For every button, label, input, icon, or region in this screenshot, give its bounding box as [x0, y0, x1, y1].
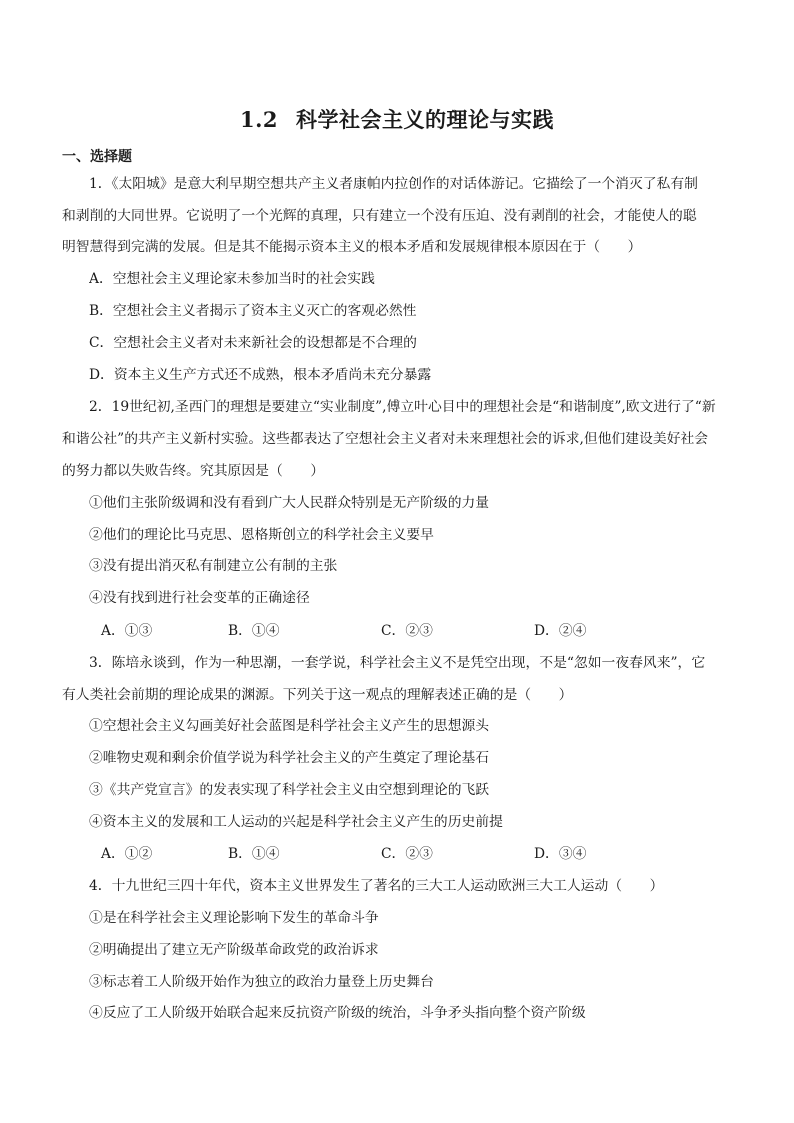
q2-option-b: B．①④: [228, 623, 280, 639]
section-heading: 一、选择题: [62, 149, 132, 165]
q4-statement-3: ③标志着工人阶级开始作为独立的政治力量登上历史舞台: [89, 974, 434, 990]
q3-stem-line-1: 3．陈培永谈到，作为一种思潮，一套学说，科学社会主义不是凭空出现，不是“忽如一夜春风来”，它: [89, 655, 706, 671]
page-title: [0, 104, 794, 134]
q3-statement-2: ②唯物史观和剩余价值学说为科学社会主义的产生奠定了理论基石: [89, 750, 490, 766]
q2-option-c: C．②③: [381, 623, 433, 639]
q3-option-d: D．③④: [534, 846, 587, 862]
q2-option-a: A．①③: [101, 623, 153, 639]
q1-stem-line-3: 明智慧得到完满的发展。但是其不能揭示资本主义的根本矛盾和发展规律根本原因在于（ ）: [62, 239, 642, 255]
q1-option-d: D．资本主义生产方式还不成熟，根本矛盾尚未充分暴露: [89, 367, 432, 383]
q1-option-a: A．空想社会主义理论家未参加当时的社会实践: [89, 271, 375, 287]
title-number: 1.2: [239, 107, 279, 132]
q3-option-b: B．①④: [228, 846, 280, 862]
q4-statement-1: ①是在科学社会主义理论影响下发生的革命斗争: [89, 910, 379, 926]
q1-option-c: C．空想社会主义者对未来新社会的设想都是不合理的: [89, 335, 417, 351]
q2-stem-line-3: 的努力都以失败告终。究其原因是（ ）: [62, 463, 325, 479]
q4-stem-line-1: 4．十九世纪三四十年代，资本主义世界发生了著名的三大工人运动欧洲三大工人运动（ ）: [89, 878, 664, 894]
q3-stem-line-2: 有人类社会前期的理论成果的渊源。下列关于这一观点的理解表述正确的是（ ）: [62, 687, 573, 703]
title-text: 科学社会主义的理论与实践: [296, 107, 555, 132]
q1-stem-line-2: 和剥削的大同世界。它说明了一个光辉的真理，只有建立一个没有压迫、没有剥削的社会，才能使人的聪: [62, 208, 697, 224]
q2-statement-2: ②他们的理论比马克思、恩格斯创立的科学社会主义要早: [89, 527, 434, 543]
q3-statement-3: ③《共产党宣言》的发表实现了科学社会主义由空想到理论的飞跃: [89, 782, 490, 798]
q3-option-a: A．①②: [101, 846, 153, 862]
q2-statement-1: ①他们主张阶级调和没有看到广大人民群众特别是无产阶级的力量: [89, 495, 490, 511]
q2-stem-line-1: 2．19世纪初,圣西门的理想是要建立“实业制度”,傅立叶心目中的理想社会是“和谐制度”,欧文进行了“新: [89, 399, 716, 415]
q1-stem-line-1: 1．《太阳城》是意大利早期空想共产主义者康帕内拉创作的对话体游记。它描绘了一个消灭了私有制: [89, 176, 698, 192]
q1-option-b: B．空想社会主义者揭示了资本主义灭亡的客观必然性: [89, 303, 417, 319]
q2-stem-line-2: 和谐公社”的共产主义新村实验。这些都表达了空想社会主义者对未来理想社会的诉求,但他们建设美好社会: [62, 431, 709, 447]
q4-statement-4: ④反应了工人阶级开始联合起来反抗资产阶级的统治，斗争矛头指向整个资产阶级: [89, 1005, 586, 1021]
q3-statement-1: ①空想社会主义勾画美好社会蓝图是科学社会主义产生的思想源头: [89, 718, 490, 734]
q2-option-d: D．②④: [534, 623, 587, 639]
q4-statement-2: ②明确提出了建立无产阶级革命政党的政治诉求: [89, 942, 379, 958]
q2-statement-4: ④没有找到进行社会变革的正确途径: [89, 590, 310, 606]
q3-option-c: C．②③: [381, 846, 433, 862]
q2-statement-3: ③没有提出消灭私有制建立公有制的主张: [89, 558, 338, 574]
q3-statement-4: ④资本主义的发展和工人运动的兴起是科学社会主义产生的历史前提: [89, 814, 503, 830]
